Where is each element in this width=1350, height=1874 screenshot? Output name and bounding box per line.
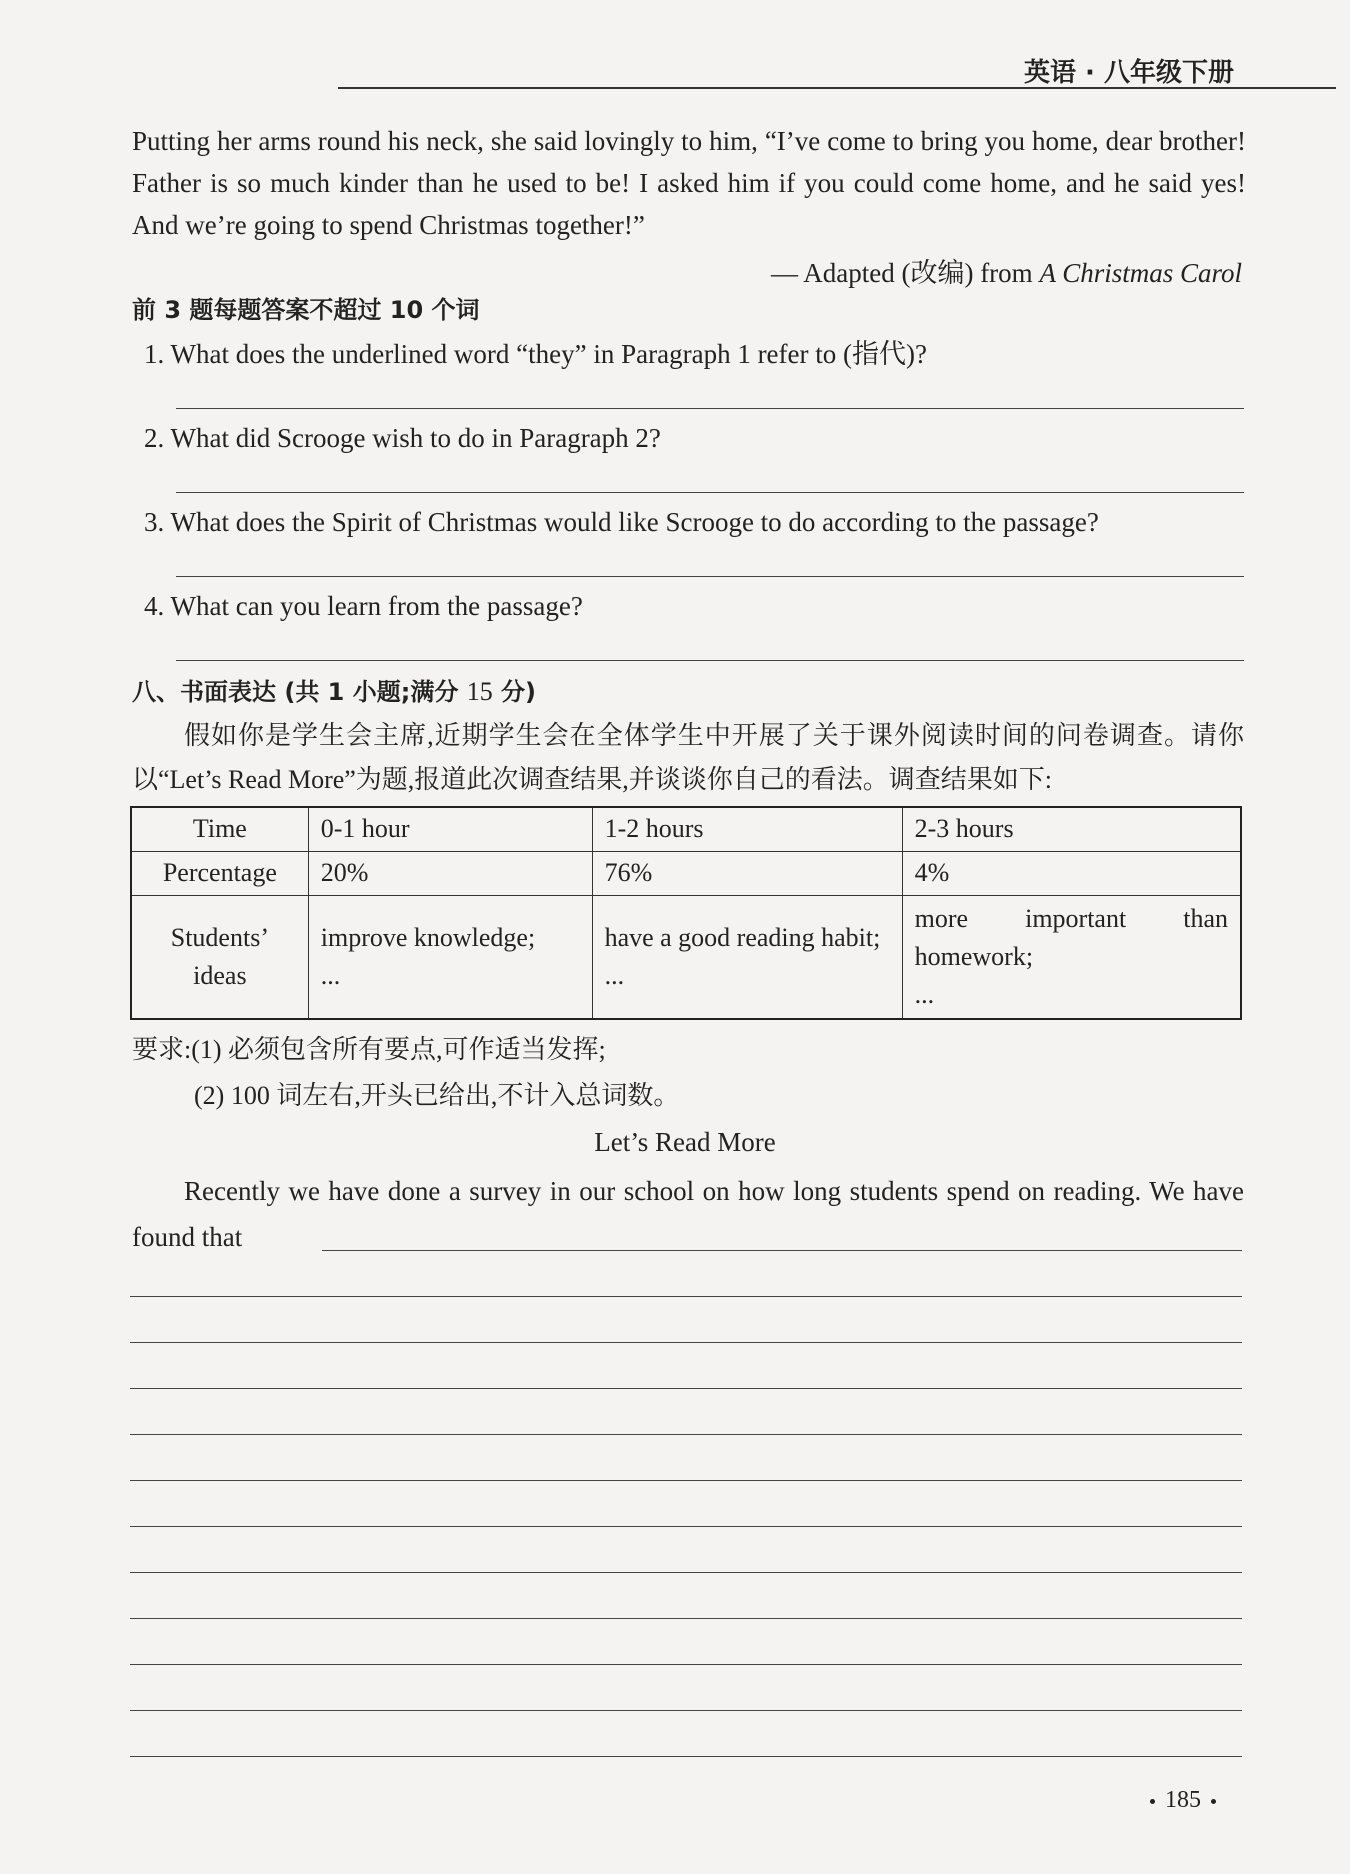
idea-text: improve knowledge;: [320, 922, 536, 952]
table-cell: Time: [131, 807, 308, 851]
writing-line[interactable]: [130, 1388, 1242, 1389]
requirement-2: (2) 100 词左右,开头已给出,不计入总词数。: [194, 1081, 680, 1110]
survey-table: [130, 806, 1242, 1020]
answer-line-4[interactable]: [176, 660, 1244, 661]
writing-line[interactable]: [130, 1526, 1242, 1527]
idea-ellipsis: ...: [604, 960, 625, 990]
question-1: 1. What does the underlined word “they” in Paragraph 1 refer to (指代)?: [144, 339, 927, 369]
table-cell: 0-1 hour: [308, 807, 592, 851]
answer-line-2[interactable]: [176, 492, 1244, 493]
table-row: [131, 895, 1241, 1019]
section-title-end: 分): [492, 678, 537, 706]
dot-icon: [1211, 1799, 1216, 1804]
writing-line[interactable]: [130, 1342, 1242, 1343]
question-instruction: 前 3 题每题答案不超过 10 个词: [132, 296, 480, 324]
idea-ellipsis: ...: [914, 979, 935, 1009]
ideas-label-line-1: Students’: [170, 922, 269, 952]
requirement-1: 要求:(1) 必须包含所有要点,可作适当发挥;: [132, 1035, 606, 1064]
essay-start: Recently we have done a survey in our school on how long students spend on reading. We have found that: [132, 1176, 1244, 1252]
section-title-main: 八、书面表达 (共 1 小题;满分: [132, 678, 467, 706]
writing-line[interactable]: [130, 1296, 1242, 1297]
essay-title: Let’s Read More: [594, 1127, 776, 1157]
ideas-label-line-2: ideas: [193, 960, 247, 990]
writing-line[interactable]: [130, 1618, 1242, 1619]
table-cell: [131, 895, 308, 1019]
dot-icon: [1150, 1799, 1155, 1804]
table-cell: 4%: [902, 851, 1241, 895]
idea-text: have a good reading habit;: [604, 922, 881, 952]
header-title: 英语 · 八年级下册: [1024, 58, 1234, 88]
answer-line-1[interactable]: [176, 408, 1244, 409]
writing-line[interactable]: [130, 1480, 1242, 1481]
passage-paragraph: Putting her arms round his neck, she said lovingly to him, “I’ve come to bring you home, dear brother! Father is so much kinder than he used to be! I asked him if you could come home, and he said yes! And we’re going to spend Christmas together!”: [132, 126, 1246, 240]
table-cell: [592, 895, 902, 1019]
question-3: 3. What does the Spirit of Christmas would like Scrooge to do according to the passage?: [144, 507, 1099, 537]
page-number: [1140, 1785, 1226, 1815]
writing-line[interactable]: [130, 1756, 1242, 1757]
table-cell: [902, 895, 1241, 1019]
section-points: 15: [466, 677, 493, 706]
table-row: [131, 807, 1241, 851]
table-cell: Percentage: [131, 851, 308, 895]
question-2: 2. What did Scrooge wish to do in Paragraph 2?: [144, 423, 661, 453]
answer-line-3[interactable]: [176, 576, 1244, 577]
table-cell: 2-3 hours: [902, 807, 1241, 851]
source-prefix: — Adapted (改编) from: [770, 258, 1040, 288]
writing-line[interactable]: [130, 1572, 1242, 1573]
header-rule: [338, 87, 1336, 89]
table-cell: [308, 895, 592, 1019]
idea-text: more important than homework;: [914, 903, 1228, 971]
section-title: [132, 674, 536, 710]
table-cell: 20%: [308, 851, 592, 895]
writing-line[interactable]: [130, 1710, 1242, 1711]
writing-line[interactable]: [130, 1664, 1242, 1665]
table-cell: 76%: [592, 851, 902, 895]
writing-task: 假如你是学生会主席,近期学生会在全体学生中开展了关于课外阅读时间的问卷调查。请你以“Let’s Read More”为题,报道此次调查结果,并谈谈你自己的看法。调查结果如下:: [132, 721, 1244, 794]
table-row: [131, 851, 1241, 895]
page-number-value: 185: [1165, 1787, 1201, 1813]
table-cell: 1-2 hours: [592, 807, 902, 851]
writing-line[interactable]: [130, 1434, 1242, 1435]
idea-ellipsis: ...: [320, 960, 341, 990]
writing-line[interactable]: [322, 1250, 1242, 1251]
passage-source: [771, 252, 1242, 294]
question-4: 4. What can you learn from the passage?: [144, 591, 583, 621]
source-book: A Christmas Carol: [1039, 258, 1242, 288]
